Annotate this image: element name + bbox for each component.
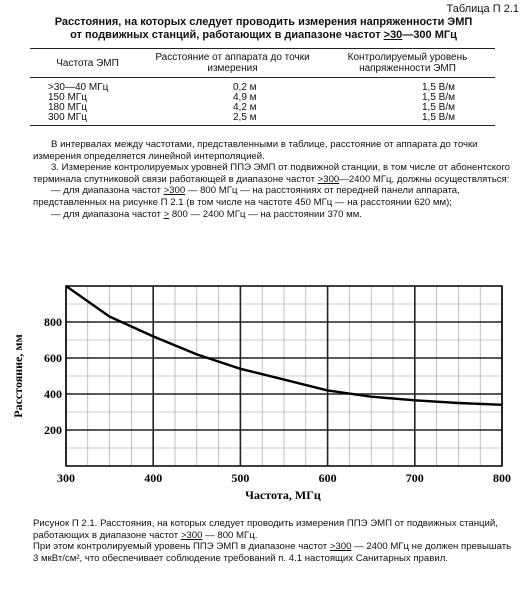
chart-y-axis-label: Расстояние, мм [11,334,25,418]
column-header-distance: Расстояние от аппарата до точки измерения [155,52,310,74]
cell-distance: 4,2 м [233,102,257,113]
body-text [33,139,515,220]
caption-line-2: При этом контролируемый уровень ППЭ ЭМП в диапазоне частот >300 — 2400 МГц не должен превышать 3 мкВт/см², что обеспечивает соблюдение требований п. 4.1 настоящих Санитарных правил. [33,541,512,564]
caption-line-1: Рисунок П 2.1. Расстояния, на которых следует проводить измерения ППЭ ЭМП от подвижных станций, работающих в диапазоне частот >300 — 800 МГц. [33,518,498,541]
cell-frequency: 300 МГц [48,112,87,123]
cell-frequency: >30—40 МГц [48,82,109,93]
distance-chart [0,270,527,516]
title-line-2: от подвижных станций, работающих в диапазоне частот >30—300 МГц [70,29,457,41]
chart-y-tick-label: 200 [44,423,62,437]
figure-caption [33,518,518,564]
chart-x-tick-label: 600 [318,471,337,485]
cell-level: 1,5 В/м [422,92,456,103]
chart-x-tick-label: 700 [405,471,424,485]
chart-ticks [44,315,511,485]
chart-x-tick-label: 500 [231,471,250,485]
table-number-label: Таблица П 2.1 [446,3,519,15]
chart-x-axis-label: Частота, МГц [245,488,321,502]
paragraph-range-300-800: — для диапазона частот >300 — 800 МГц — на расстояниях от передней панели аппарата, представленных на рисунке П 2.1 (в том числе на частоте 450 МГц — на расстоянии 620 мм); [33,185,460,208]
cell-distance: 4,9 м [233,92,257,103]
cell-level: 1,5 В/м [422,102,456,113]
distance-table [30,48,495,126]
chart-y-tick-label: 600 [44,351,62,365]
chart-x-tick-label: 300 [57,471,75,485]
column-header-frequency: Частота ЭМП [56,57,119,69]
cell-distance: 2,5 м [233,112,257,123]
paragraph-measurement: 3. Измерение контролируемых уровней ППЭ ЭМП от подвижной станции, в том числе от абонентского терминала спутниковой связи работающей в диапазоне частот >300—2400 МГц, должны осуществляться: [33,162,511,185]
cell-level: 1,5 В/м [422,112,456,123]
chart-x-tick-label: 400 [144,471,163,485]
cell-frequency: 180 МГц [48,102,87,113]
cell-level: 1,5 В/м [422,82,456,93]
paragraph-range-800-2400: — для диапазона частот > 800 — 2400 МГц — на расстоянии 370 мм. [51,208,362,220]
cell-distance: 0,2 м [233,82,257,93]
chart-grid [66,286,502,466]
paragraph-interpolation: В интервалах между частотами, представленными в таблице, расстояние от аппарата до точки измерения определяется линейной интерполяцией. [33,139,478,162]
table-row [30,78,495,94]
chart-x-tick-label: 800 [493,471,511,485]
table-row [30,113,495,126]
title-line-1: Расстояния, на которых следует проводить измерения напряженности ЭМП [54,16,473,28]
column-header-level: Контролируемый уровень напряженности ЭМП [347,52,468,74]
table-header-row [30,49,495,78]
chart-y-tick-label: 400 [44,387,62,401]
table-title [0,16,527,42]
chart-y-tick-label: 800 [44,315,62,329]
cell-frequency: 150 МГц [48,92,87,103]
